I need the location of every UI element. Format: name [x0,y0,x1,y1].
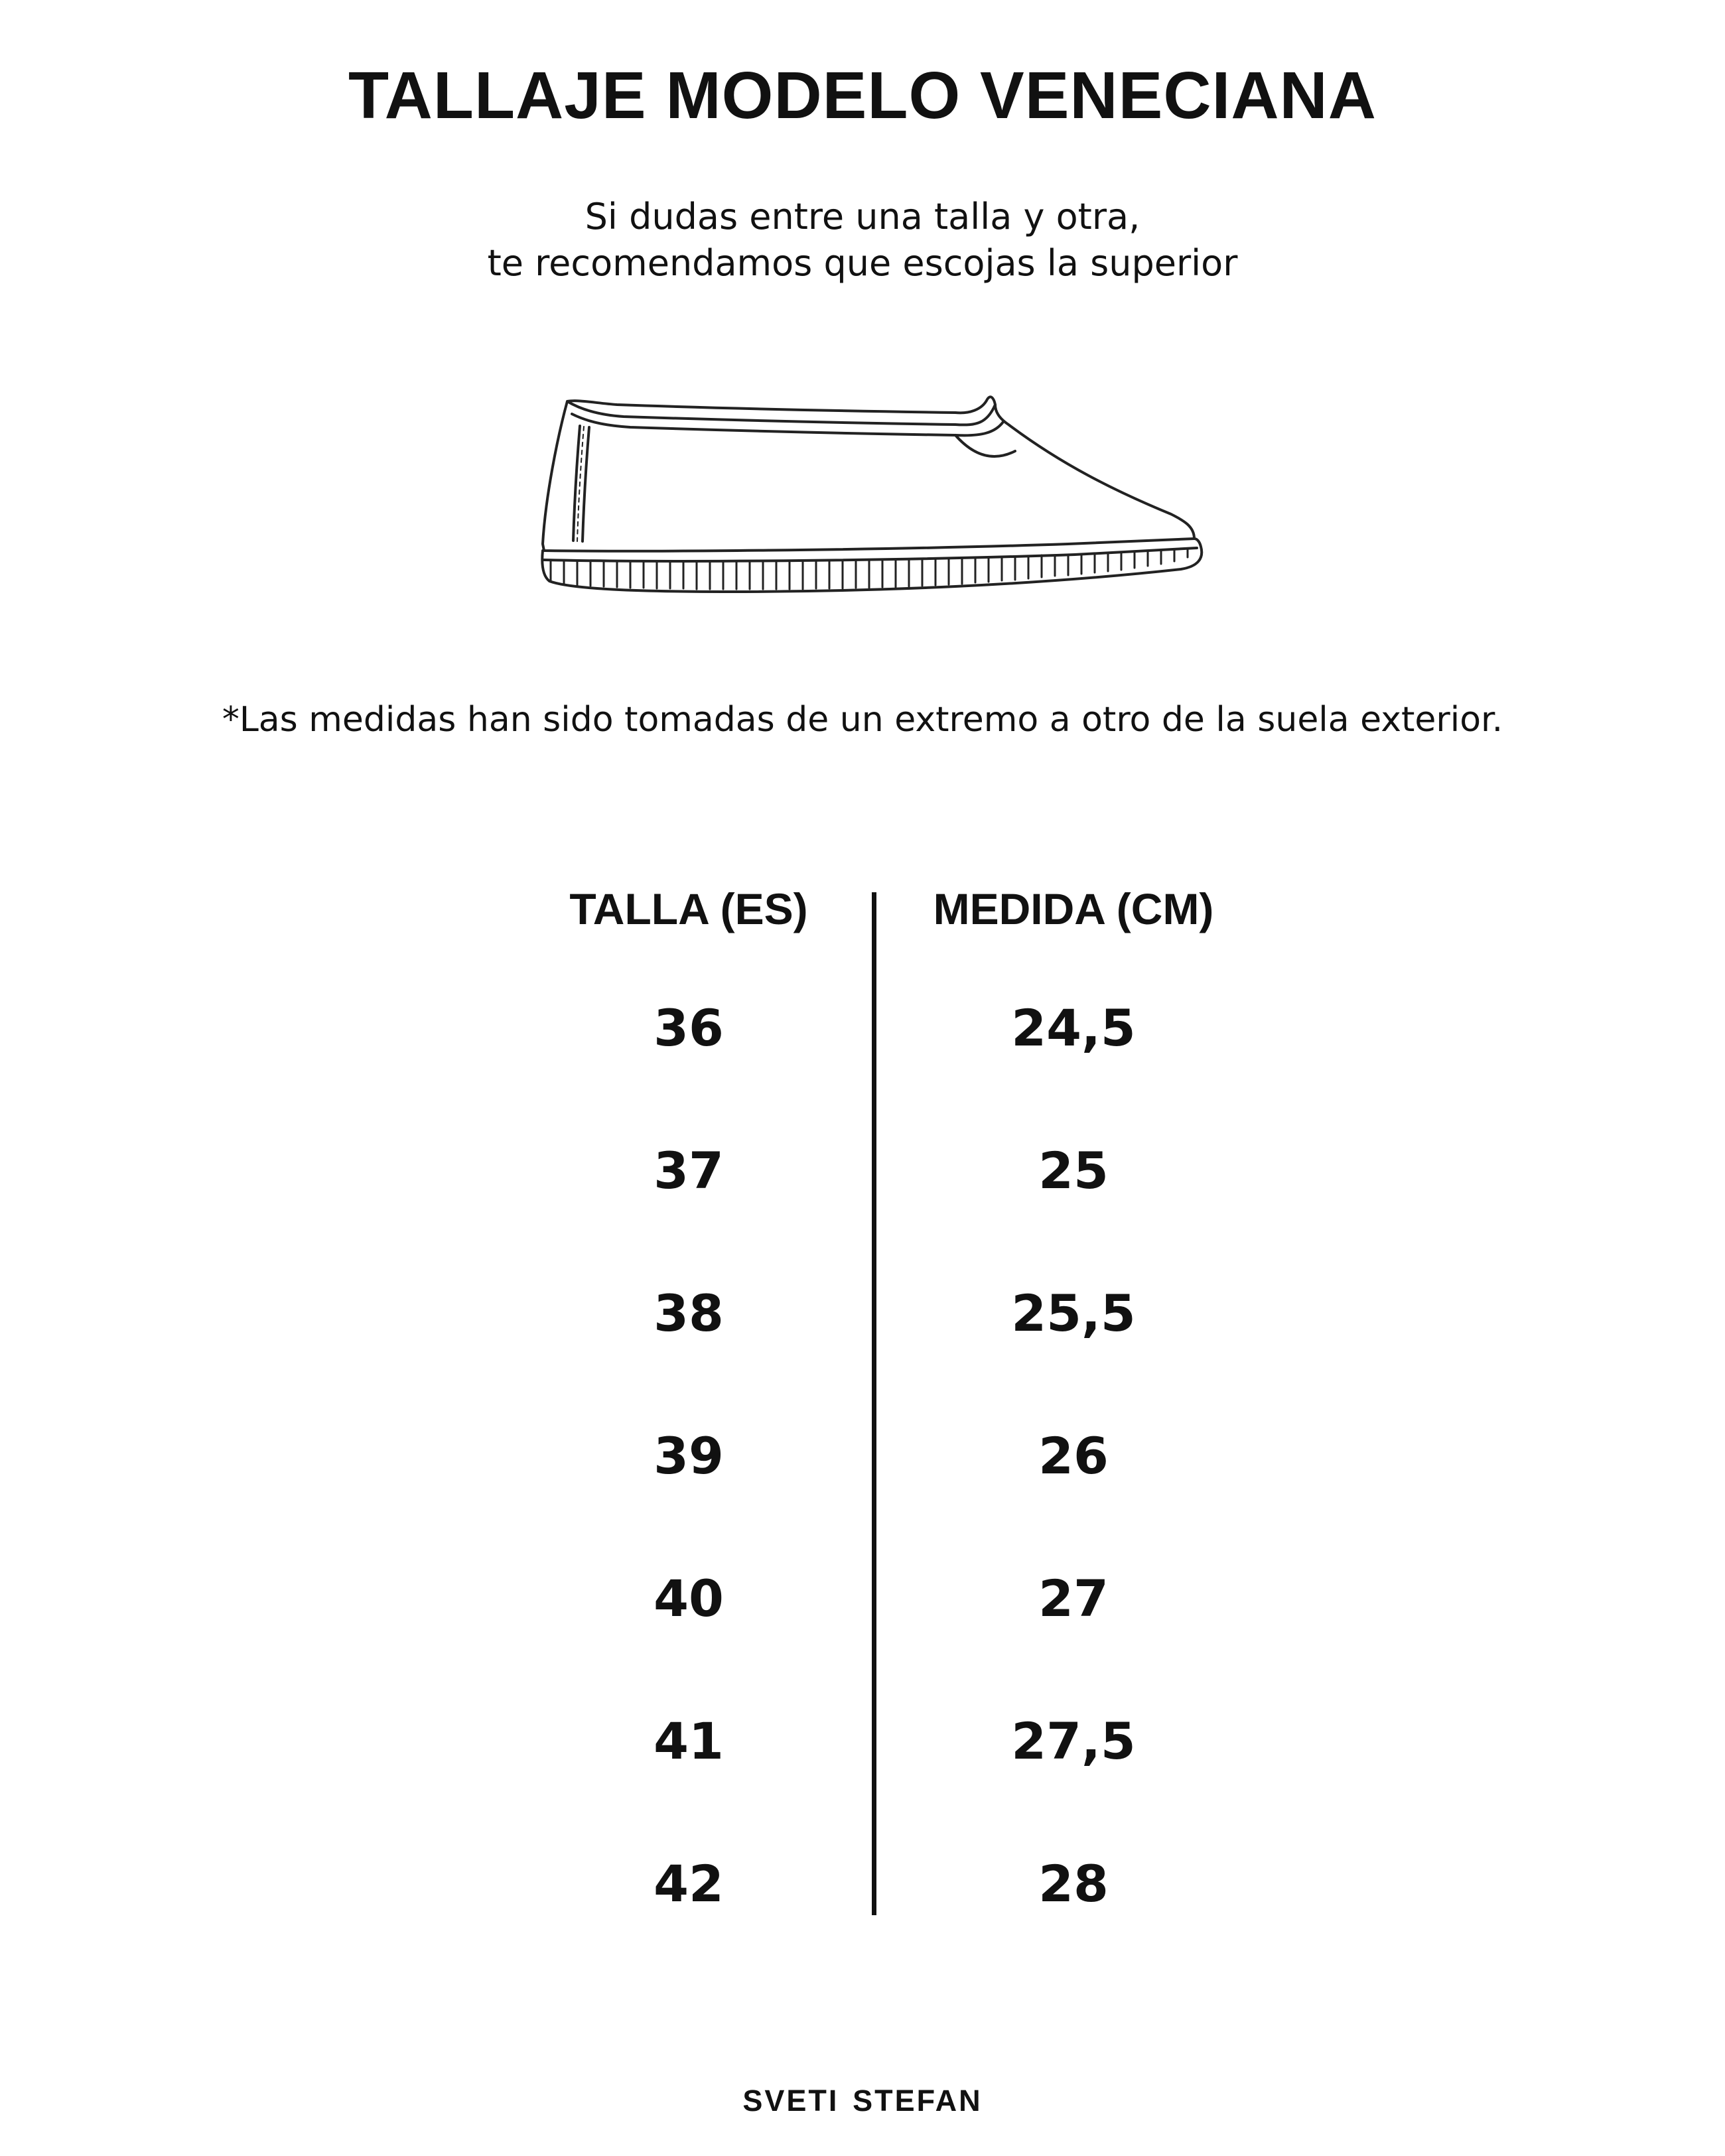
size-cell: 39 [654,1426,724,1485]
page-title: TALLAJE MODELO VENECIANA [348,58,1377,133]
size-cell: 36 [654,998,724,1057]
table-row [0,1277,1725,1420]
size-cell: 40 [654,1569,724,1628]
measurement-note: *Las medidas han sido tomadas de un extremo a otro de la suela exterior. [222,700,1503,740]
measure-cell: 24,5 [1011,998,1136,1057]
measure-cell: 27 [1038,1569,1109,1628]
size-cell: 38 [654,1284,724,1343]
table-row [0,992,1725,1134]
shoe-icon [531,385,1208,604]
measure-cell: 25 [1038,1141,1109,1200]
size-cell: 41 [654,1712,724,1771]
column-header-measure: MEDIDA (CM) [933,884,1214,933]
brand-logo: sveti stefan [742,2072,983,2120]
subtitle-line-1: Si dudas entre una talla y otra, [585,196,1140,237]
measure-cell: 27,5 [1011,1712,1136,1771]
size-table [0,992,1725,1990]
subtitle-line-2: te recomendamos que escojas la superior [487,242,1238,284]
measure-cell: 25,5 [1011,1284,1136,1343]
size-cell: 42 [654,1854,724,1913]
size-cell: 37 [654,1141,724,1200]
table-row [0,1705,1725,1848]
table-row [0,1420,1725,1562]
measure-cell: 28 [1038,1854,1109,1913]
table-row [0,1562,1725,1705]
column-header-size: TALLA (ES) [569,884,808,933]
table-row [0,1134,1725,1277]
measure-cell: 26 [1038,1426,1109,1485]
table-row [0,1848,1725,1990]
